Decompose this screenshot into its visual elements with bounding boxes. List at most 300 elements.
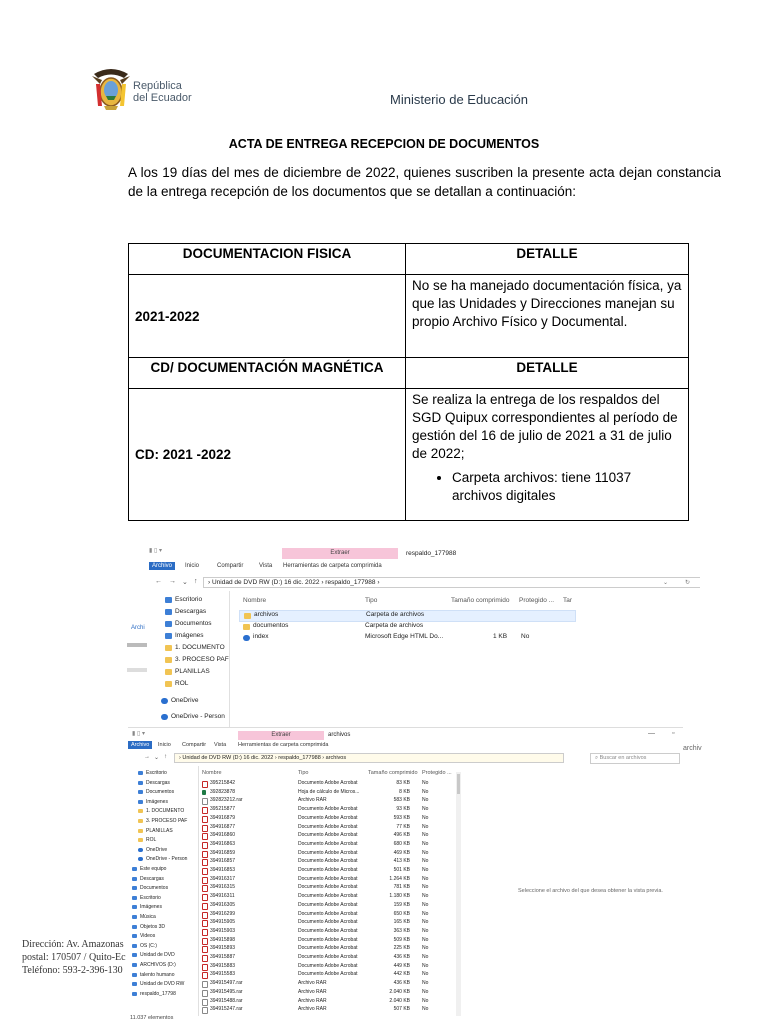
file-protected: No xyxy=(422,840,429,847)
sidebar-item-label: 1. DOCUMENTO xyxy=(146,808,185,815)
file-size: 93 KB xyxy=(396,806,410,813)
background-tab-label: Archi xyxy=(131,625,145,631)
file-row[interactable] xyxy=(200,832,455,840)
file-type: Archivo RAR xyxy=(298,1006,327,1013)
file-name: 394916860 xyxy=(210,832,236,839)
header-magnetic-docs: CD/ DOCUMENTACIÓN MAGNÉTICA xyxy=(129,358,406,389)
file-row[interactable] xyxy=(200,937,455,945)
file-row[interactable] xyxy=(200,998,455,1006)
sidebar-item-label: 1. DOCUMENTO xyxy=(175,644,225,651)
up-arrow-icon[interactable]: ↑ xyxy=(194,578,198,585)
row-period-label: 2021-2022 xyxy=(129,275,406,358)
pdf-file-icon xyxy=(202,868,208,875)
pdf-file-icon xyxy=(202,781,208,788)
file-row[interactable] xyxy=(200,815,455,823)
file-name: 394916853 xyxy=(210,867,236,873)
sidebar-item-label: Escritorio xyxy=(140,894,161,901)
file-name: 394915887 xyxy=(210,954,236,960)
sidebar-item-label: respaldo_17798 xyxy=(140,990,176,997)
file-name: 394916311 xyxy=(210,893,235,900)
cloud-icon xyxy=(138,857,143,861)
file-name: 392823878 xyxy=(210,788,236,795)
refresh-icon[interactable]: ↻ xyxy=(685,580,691,586)
download-icon xyxy=(165,609,172,615)
preview-pane-message: Seleccione el archivo del que desea obtener la vista previa. xyxy=(518,888,663,894)
column-header-extra[interactable]: Tar xyxy=(563,597,573,604)
file-size: 583 KB xyxy=(393,797,410,804)
file-protected: No xyxy=(422,806,429,813)
file-name: 394916859 xyxy=(210,849,236,856)
sidebar-item-label: Unidad de DVD RW xyxy=(140,981,185,988)
search-placeholder: Buscar en archivos xyxy=(599,755,647,761)
file-name: 394915883 xyxy=(210,962,236,969)
minimize-icon[interactable]: — xyxy=(648,730,655,737)
file-row[interactable] xyxy=(200,919,455,927)
tab-compartir[interactable]: Compartir xyxy=(182,742,207,748)
file-protected: No xyxy=(422,936,429,943)
file-size: 650 KB xyxy=(393,910,410,917)
file-size: 509 KB xyxy=(393,936,410,943)
pdf-file-icon xyxy=(202,816,208,823)
sidebar-item[interactable] xyxy=(138,847,167,853)
pdf-file-icon xyxy=(202,885,208,892)
file-size: 2.040 KB xyxy=(389,988,410,995)
sidebar-item-onedrive-personal[interactable] xyxy=(161,713,225,720)
file-row[interactable] xyxy=(200,824,455,832)
pane-divider[interactable] xyxy=(229,591,230,740)
file-protected: No xyxy=(422,927,429,934)
file-name: 394915488.rar xyxy=(210,997,243,1004)
maximize-icon[interactable]: ▫ xyxy=(672,730,675,737)
file-name: 395215877 xyxy=(210,806,236,813)
column-header-type[interactable]: Tipo xyxy=(298,770,309,776)
pdf-file-icon xyxy=(202,938,208,945)
scrollbar[interactable] xyxy=(456,772,461,1016)
sidebar-item-label: Imágenes xyxy=(175,632,204,639)
pdf-file-icon xyxy=(202,920,208,927)
recent-dropdown-icon[interactable]: ⌄ xyxy=(182,579,188,586)
file-type: Documento Adobe Acrobat xyxy=(298,814,358,821)
pdf-file-icon xyxy=(202,972,208,979)
back-arrow-icon[interactable]: ← xyxy=(155,578,162,585)
file-row[interactable] xyxy=(200,902,455,910)
pictures-icon xyxy=(165,633,172,639)
file-protected: No xyxy=(422,884,429,891)
background-bar xyxy=(127,668,147,672)
file-name: 394916299 xyxy=(210,910,236,917)
file-type: Documento Adobe Acrobat xyxy=(298,893,358,900)
sidebar-item[interactable] xyxy=(138,799,168,805)
sidebar-item-label: Música xyxy=(140,914,156,920)
file-row[interactable] xyxy=(239,633,574,643)
edge-browser-icon xyxy=(243,635,250,641)
pdf-file-icon xyxy=(202,851,208,858)
tab-vista[interactable]: Vista xyxy=(259,563,273,569)
file-name: 394915583 xyxy=(210,971,236,978)
sidebar-item-label: Imágenes xyxy=(146,798,168,805)
sidebar-item-imagenes[interactable] xyxy=(165,632,204,639)
file-row[interactable] xyxy=(200,893,455,901)
file-size: 413 KB xyxy=(393,858,410,865)
pane-divider[interactable] xyxy=(198,766,199,1016)
file-protected: No xyxy=(422,788,429,795)
file-size: 1.264 KB xyxy=(389,875,410,882)
list-item: • Carpeta archivos: tiene 11037 archivos digitales xyxy=(452,469,682,505)
sidebar-item-folder[interactable] xyxy=(165,680,188,687)
computer-icon xyxy=(132,867,137,871)
pdf-file-icon xyxy=(202,807,208,814)
file-size: 225 KB xyxy=(393,945,410,952)
sidebar-item-label: talento humano xyxy=(140,971,175,978)
file-size: 680 KB xyxy=(393,840,410,847)
file-name: 394916315 xyxy=(210,884,236,891)
pdf-file-icon xyxy=(202,894,208,901)
column-header-protected[interactable]: Protegido ... xyxy=(519,597,555,604)
file-protected: No xyxy=(422,823,429,830)
file-size: 363 KB xyxy=(393,927,410,934)
file-protected: No xyxy=(422,875,429,882)
file-protected: No xyxy=(422,910,429,917)
extraer-context-tab[interactable]: Extraer xyxy=(282,548,398,559)
sidebar-item[interactable] xyxy=(132,943,157,949)
file-protected: No xyxy=(422,971,429,978)
sidebar-item-label: OS (C:) xyxy=(140,942,157,949)
drive-icon xyxy=(132,905,137,909)
sidebar-item[interactable] xyxy=(132,972,174,978)
file-row[interactable] xyxy=(200,806,455,814)
file-protected: No xyxy=(422,901,429,908)
sidebar-item[interactable] xyxy=(132,885,168,891)
file-name: 394916877 xyxy=(210,823,236,830)
pdf-file-icon xyxy=(202,955,208,962)
header-physical-docs: DOCUMENTACION FISICA xyxy=(129,244,406,275)
file-type: Documento Adobe Acrobat xyxy=(298,806,358,813)
sidebar-item[interactable] xyxy=(132,981,184,987)
documents-icon xyxy=(165,621,172,627)
forward-arrow-icon[interactable]: → xyxy=(144,754,150,760)
file-type: Documento Adobe Acrobat xyxy=(298,849,358,856)
file-type: Documento Adobe Acrobat xyxy=(298,910,358,917)
quick-access-toolbar-icon[interactable]: ▮ ▯ ▾ xyxy=(132,731,145,737)
background-bar xyxy=(127,643,147,647)
tab-inicio[interactable]: Inicio xyxy=(158,742,171,748)
table-header-row xyxy=(129,244,689,275)
file-size: 449 KB xyxy=(393,962,410,969)
file-row[interactable] xyxy=(200,980,455,988)
drive-icon xyxy=(138,781,143,785)
file-row[interactable] xyxy=(200,858,455,866)
tab-vista[interactable]: Vista xyxy=(214,742,227,748)
row-detail xyxy=(406,389,689,521)
sidebar-item[interactable] xyxy=(132,952,175,958)
file-name: 394916317 xyxy=(210,875,236,882)
rar-archive-icon xyxy=(202,999,208,1006)
file-row[interactable] xyxy=(239,610,576,622)
file-row[interactable] xyxy=(200,867,455,875)
file-type: Documento Adobe Acrobat xyxy=(298,867,358,873)
folder-icon xyxy=(138,829,143,833)
sidebar-item[interactable] xyxy=(138,856,187,862)
sidebar-item[interactable] xyxy=(132,866,166,872)
desktop-icon xyxy=(165,597,172,603)
file-row[interactable] xyxy=(200,971,455,979)
file-name: 395215842 xyxy=(210,780,236,786)
tab-inicio[interactable]: Inicio xyxy=(185,563,200,569)
file-type: Carpeta de archivos xyxy=(366,611,425,618)
cloud-icon xyxy=(161,698,168,704)
column-header-compressed-size[interactable]: Tamaño comprimido xyxy=(451,597,510,604)
window-title: archivos xyxy=(328,732,351,738)
file-protected: No xyxy=(422,780,429,786)
pdf-file-icon xyxy=(202,903,208,910)
drive-icon xyxy=(132,973,137,977)
drive-icon xyxy=(132,934,137,938)
sidebar-item[interactable] xyxy=(132,924,165,930)
file-row[interactable] xyxy=(200,789,455,797)
quick-access-toolbar-icon[interactable]: ▮ ▯ ▾ xyxy=(149,548,162,554)
excel-file-icon xyxy=(202,790,206,795)
sidebar-item-folder[interactable] xyxy=(165,656,229,663)
file-type: Hoja de cálculo de Micros... xyxy=(298,788,360,795)
folder-icon xyxy=(165,669,172,675)
window-title: respaldo_177988 xyxy=(406,550,457,557)
file-row[interactable] xyxy=(200,989,455,997)
sidebar-item-label: Este equipo xyxy=(140,866,167,872)
background-window-label: archiv xyxy=(683,745,702,752)
file-size: 8 KB xyxy=(399,788,410,795)
sidebar-item-label: PLANILLAS xyxy=(175,668,210,675)
rar-archive-icon xyxy=(202,1007,208,1014)
folder-icon xyxy=(138,809,143,813)
file-name: 394915495.rar xyxy=(210,988,243,995)
sidebar-item-label: ROL xyxy=(175,680,189,687)
column-header-type[interactable]: Tipo xyxy=(365,597,378,604)
table-header-row xyxy=(129,358,689,389)
sidebar-item-label: ROL xyxy=(146,837,157,844)
forward-arrow-icon[interactable]: → xyxy=(169,578,176,585)
file-size: 159 KB xyxy=(393,901,410,908)
pdf-file-icon xyxy=(202,825,208,832)
bullet-list xyxy=(412,469,682,505)
file-protected: No xyxy=(422,988,429,995)
file-type: Documento Adobe Acrobat xyxy=(298,858,358,865)
rar-archive-icon xyxy=(202,981,208,988)
drive-icon xyxy=(132,886,137,890)
search-input[interactable] xyxy=(590,753,680,764)
file-name: 394915497.rar xyxy=(210,980,243,987)
file-type: Documento Adobe Acrobat xyxy=(298,971,358,978)
file-row[interactable] xyxy=(239,622,574,632)
sidebar-item[interactable] xyxy=(138,770,167,776)
pdf-file-icon xyxy=(202,833,208,840)
tab-archivo[interactable]: Archivo xyxy=(149,562,175,570)
tab-herramientas[interactable]: Herramientas de carpeta comprimida xyxy=(283,563,382,569)
wordmark-line1: República xyxy=(133,80,182,92)
file-type: Archivo RAR xyxy=(298,997,327,1004)
sidebar-item[interactable] xyxy=(138,818,187,824)
tab-compartir[interactable]: Compartir xyxy=(217,563,244,569)
column-header-name[interactable]: Nombre xyxy=(202,770,222,776)
sidebar-item[interactable] xyxy=(132,914,156,920)
sidebar-item[interactable] xyxy=(132,876,164,882)
sidebar-item-label: OneDrive - Person xyxy=(146,856,188,863)
sidebar-item-label: Escritorio xyxy=(175,596,203,603)
file-size: 77 KB xyxy=(396,823,410,830)
sidebar-item-label: Imágenes xyxy=(140,904,162,911)
file-row[interactable] xyxy=(200,963,455,971)
window-titlebar xyxy=(128,728,683,740)
pdf-file-icon xyxy=(202,946,208,953)
sidebar-item[interactable] xyxy=(132,904,162,910)
file-row[interactable] xyxy=(200,850,455,858)
file-protected: No xyxy=(422,858,429,865)
file-row[interactable] xyxy=(200,1006,455,1014)
file-protected: No xyxy=(422,849,429,856)
sidebar-item-label: OneDrive xyxy=(171,697,199,704)
file-name: 394916305 xyxy=(210,901,236,908)
sidebar-item-escritorio[interactable] xyxy=(165,596,202,603)
sidebar-item-label: 3. PROCESO PAF xyxy=(146,818,188,824)
file-row[interactable] xyxy=(200,928,455,936)
address-bar[interactable]: › Unidad de DVD RW (D:) 16 dic. 2022 › respaldo_177988 › xyxy=(203,577,700,588)
file-type: Documento Adobe Acrobat xyxy=(298,823,358,830)
file-row[interactable] xyxy=(200,911,455,919)
sidebar-item[interactable] xyxy=(132,933,155,939)
file-size: 593 KB xyxy=(393,814,410,821)
file-type: Archivo RAR xyxy=(298,980,327,987)
scrollbar-thumb[interactable] xyxy=(457,774,460,794)
tab-herramientas[interactable]: Herramientas de carpeta comprimida xyxy=(238,742,329,748)
sidebar-item-label: Documentos xyxy=(175,620,212,627)
file-row[interactable] xyxy=(200,884,455,892)
up-arrow-icon[interactable]: ↑ xyxy=(164,754,167,760)
sidebar-item[interactable] xyxy=(138,837,156,843)
sidebar-item[interactable] xyxy=(138,780,170,786)
drive-icon xyxy=(138,790,143,794)
sidebar-item-folder[interactable] xyxy=(165,668,210,675)
file-name: archivos xyxy=(254,611,279,618)
file-protected: No xyxy=(422,980,429,987)
file-row[interactable] xyxy=(200,841,455,849)
drive-icon xyxy=(132,896,137,900)
file-name: index xyxy=(253,633,269,640)
sidebar-item-label: ARCHIVOS (D:) xyxy=(140,962,176,968)
file-row[interactable] xyxy=(200,797,455,805)
rar-archive-icon xyxy=(202,798,208,805)
column-header-protected[interactable]: Protegido ... xyxy=(422,770,452,776)
file-size: 436 KB xyxy=(393,980,410,987)
folder-icon xyxy=(243,624,250,630)
file-row[interactable] xyxy=(200,945,455,953)
folder-icon xyxy=(165,645,172,651)
footer-line: Teléfono: 593-2-396-130 xyxy=(22,965,123,976)
drive-icon xyxy=(132,915,137,919)
sidebar-item[interactable] xyxy=(138,808,184,814)
drive-icon xyxy=(132,963,137,967)
sidebar-item-label: 3. PROCESO PAF xyxy=(175,656,229,663)
sidebar-item-label: OneDrive xyxy=(146,846,168,853)
pdf-file-icon xyxy=(202,929,208,936)
sidebar-item-documentos[interactable] xyxy=(165,620,212,627)
file-name: 394915903 xyxy=(210,927,236,934)
extraer-context-tab[interactable]: Extraer xyxy=(238,731,324,740)
file-protected: No xyxy=(422,797,429,804)
sidebar-item-label: Objetos 3D xyxy=(140,923,166,930)
file-type: Documento Adobe Acrobat xyxy=(298,954,358,960)
sidebar-item-label: Documentos xyxy=(140,885,169,892)
file-size: 83 KB xyxy=(396,780,410,786)
column-header-compressed-size[interactable]: Tamaño comprimido xyxy=(368,770,418,776)
sidebar-item-folder[interactable] xyxy=(165,644,225,651)
file-name: 394916863 xyxy=(210,840,236,847)
header-detail: DETALLE xyxy=(406,244,689,275)
document-title: ACTA DE ENTREGA RECEPCION DE DOCUMENTOS xyxy=(228,137,540,151)
drive-icon xyxy=(132,944,137,948)
footer-line: Dirección: Av. Amazonas xyxy=(22,939,124,950)
table-row xyxy=(129,389,689,521)
file-size: 436 KB xyxy=(393,954,410,960)
file-row[interactable] xyxy=(200,954,455,962)
cloud-icon xyxy=(161,714,168,720)
file-size: 781 KB xyxy=(393,884,410,891)
address-bar[interactable]: › Unidad de DVD RW (D:) 16 dic. 2022 › respaldo_177988 › archivos xyxy=(174,753,564,763)
recent-dropdown-icon[interactable]: ⌄ xyxy=(154,755,160,761)
file-protected: No xyxy=(422,1006,429,1013)
row-cd-label: CD: 2021 -2022 xyxy=(129,389,406,521)
sidebar-item[interactable] xyxy=(132,962,176,968)
column-header-name[interactable]: Nombre xyxy=(243,597,267,604)
sidebar-item-label: Descargas xyxy=(175,608,207,615)
sidebar-item[interactable] xyxy=(132,895,161,901)
file-type: Documento Adobe Acrobat xyxy=(298,962,358,969)
chevron-down-icon[interactable]: ⌄ xyxy=(663,580,669,586)
sidebar-item[interactable] xyxy=(138,789,174,795)
folder-icon xyxy=(138,838,143,842)
file-type: Carpeta de archivos xyxy=(365,622,424,629)
background-window-edge xyxy=(125,608,149,698)
file-type: Documento Adobe Acrobat xyxy=(298,832,358,839)
pdf-file-icon xyxy=(202,842,208,849)
row-detail: No se ha manejado documentación física, ya que las Unidades y Direcciones manejan su propio Archivo Físico y Documental. xyxy=(406,275,689,358)
drive-icon xyxy=(132,877,137,881)
sidebar-item-onedrive[interactable] xyxy=(161,697,198,704)
file-row[interactable] xyxy=(200,876,455,884)
sidebar-item-label: Unidad de DVD xyxy=(140,952,175,959)
tab-archivo[interactable]: Archivo xyxy=(128,741,152,749)
sidebar-item-label: Descargas xyxy=(146,779,170,786)
search-icon: ⌕ xyxy=(595,755,600,761)
file-name: 392823212.rar xyxy=(210,797,243,804)
sidebar-item-label: Escritorio xyxy=(146,770,167,776)
detail-text: Se realiza la entrega de los respaldos del SGD Quipux correspondientes al período de gestión del 16 de julio de 2021 a 31 de julio de 2022; xyxy=(412,392,678,461)
sidebar-item-descargas[interactable] xyxy=(165,608,206,615)
sidebar-item[interactable] xyxy=(138,828,173,834)
ecuador-coat-of-arms-icon xyxy=(90,66,132,112)
file-size: 2.040 KB xyxy=(389,997,410,1004)
file-explorer-window-respaldo xyxy=(125,545,700,740)
file-size: 496 KB xyxy=(393,832,410,839)
file-row[interactable] xyxy=(200,780,455,788)
file-protected: No xyxy=(422,919,429,926)
file-type: Documento Adobe Acrobat xyxy=(298,884,358,891)
file-name: 394915905 xyxy=(210,919,236,926)
sidebar-item[interactable] xyxy=(132,991,176,997)
file-size: 501 KB xyxy=(393,867,410,873)
file-size: 442 KB xyxy=(393,971,410,978)
file-size: 507 KB xyxy=(393,1006,410,1013)
footer-line: postal: 170507 / Quito-Ec xyxy=(22,952,126,963)
file-size: 469 KB xyxy=(393,849,410,856)
